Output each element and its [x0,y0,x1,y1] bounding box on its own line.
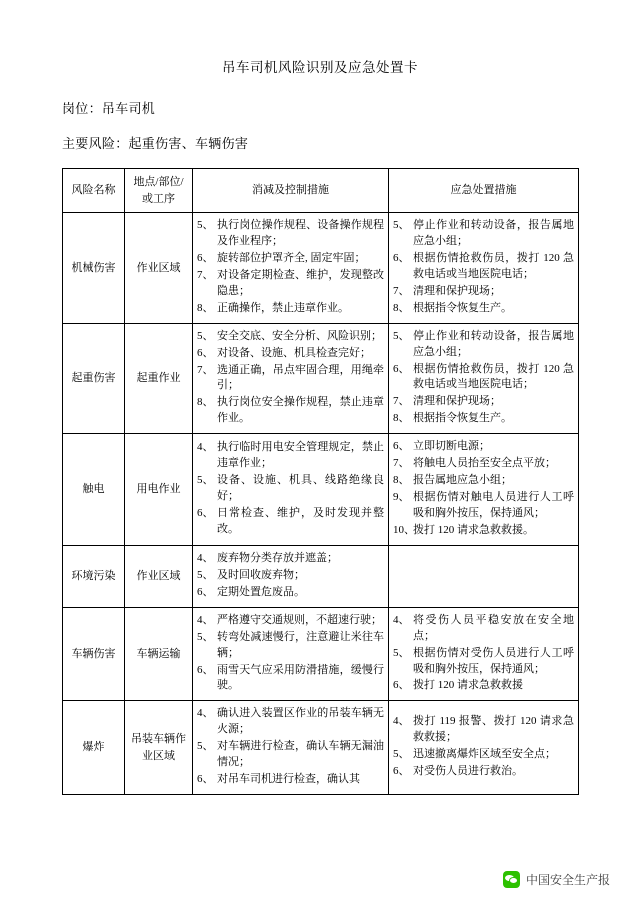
emergency-measure-list [393,218,574,317]
item-number: 5、 [197,329,214,342]
item-number: 6、 [197,585,214,598]
list-item [393,218,574,250]
item-text: 立即切断电源； [413,440,490,453]
table-row [63,213,579,324]
list-item [197,346,384,362]
item-text: 日常检查、维护，及时发现并整改。 [217,507,384,535]
table-row [63,607,579,701]
list-item [393,714,574,746]
item-text: 严格遵守交通规则，不超速行驶； [217,613,382,626]
cell-control-measures [193,213,389,324]
cell-location: 车辆运输 [125,607,193,701]
list-item [393,411,574,427]
emergency-measure-list [393,329,574,428]
item-number: 6、 [393,251,410,264]
item-number: 4、 [197,441,214,454]
item-number: 6、 [393,362,410,375]
list-item [197,506,384,538]
item-text: 清理和保护现场； [413,284,501,297]
item-number: 8、 [393,412,410,425]
list-item [393,439,574,455]
cell-control-measures [193,701,389,795]
item-text: 拨打 119 报警、拨打 120 请求急救救援； [413,715,574,744]
item-text: 对设备、设施、机具检查完好； [217,346,371,359]
list-item [197,301,384,317]
item-text: 根据指令恢复生产。 [413,301,512,314]
item-number: 8、 [393,301,410,314]
item-number: 6、 [197,773,214,786]
cell-control-measures [193,545,389,607]
list-item [393,490,574,522]
meta-position: 岗位：吊车司机 [62,101,156,116]
item-number: 6、 [393,679,410,692]
risk-table [62,168,579,795]
list-item [393,523,574,539]
item-text: 雨雪天气应采用防滑措施，缓慢行驶。 [217,663,384,692]
item-number: 4、 [393,613,410,626]
list-item [197,613,384,629]
item-text: 清理和保护现场； [413,395,501,408]
list-item [197,329,384,345]
cell-risk-name: 环境污染 [63,545,125,607]
cell-emergency-measures [389,545,579,607]
item-number: 6、 [393,440,410,453]
list-item [197,363,384,395]
item-number: 7、 [197,363,214,376]
publisher-name: 中国安全生产报 [525,873,610,887]
list-item [393,646,574,678]
emergency-measure-list [393,613,574,695]
item-number: 5、 [393,219,410,231]
publisher-badge [503,871,610,888]
list-item [393,473,574,489]
item-text: 废弃物分类存放并遮盖； [217,551,338,564]
item-number: 10、 [393,523,415,536]
item-text: 对受伤人员进行救治。 [413,765,523,778]
list-item [393,251,574,283]
table-header-row [63,169,579,213]
item-text: 确认进入装置区作业的吊装车辆无火源； [217,707,384,736]
item-text: 定期处置危废品。 [217,585,305,598]
item-number: 7、 [197,268,214,281]
item-number: 4、 [393,715,410,728]
item-text: 根据伤情抢救伤员，拨打 120 急救电话或当地医院电话； [413,362,574,391]
cell-emergency-measures [389,607,579,701]
item-number: 5、 [197,568,214,581]
cell-risk-name: 触电 [63,434,125,546]
list-item [393,456,574,472]
header-risk-name: 风险名称 [63,169,125,213]
table-body [63,213,579,795]
item-text: 设备、设施、机具、线路绝缘良好； [217,474,384,503]
cell-emergency-measures [389,701,579,795]
page-title: 吊车司机风险识别及应急处置卡 [222,60,418,75]
item-number: 5、 [393,748,410,761]
item-number: 6、 [197,507,214,519]
list-item [393,764,574,780]
control-measure-list [197,706,384,788]
list-item [197,772,384,788]
list-item [197,551,384,567]
list-item [197,251,384,267]
item-text: 转弯处减速慢行，注意避让米往车辆； [217,630,384,659]
item-text: 停止作业和转动设备，报告属地应急小组； [413,219,574,247]
item-number: 6、 [197,346,214,359]
list-item [197,395,384,427]
item-number: 5、 [197,740,214,753]
cell-location: 作业区域 [125,545,193,607]
list-item [393,329,574,361]
item-number: 8、 [197,301,214,314]
item-text: 安全交底、安全分析、风险识别； [217,329,382,342]
table-header [63,169,579,213]
control-measure-list [197,218,384,317]
item-number: 7、 [393,395,410,408]
item-number: 4、 [197,551,214,564]
table-row [63,701,579,795]
item-number: 8、 [197,396,214,409]
header-emergency-measures: 应急处置措施 [389,169,579,213]
item-number: 7、 [393,284,410,297]
control-measure-list [197,613,384,695]
item-text: 旋转部位护罩齐全, 固定牢固； [217,251,366,264]
item-text: 迅速撤离爆炸区域至安全点； [413,748,556,761]
cell-risk-name: 起重伤害 [63,323,125,434]
cell-emergency-measures [389,213,579,324]
item-text: 对设备定期检查、维护，发现整改隐患； [217,268,384,297]
cell-risk-name: 爆炸 [63,701,125,795]
cell-control-measures [193,323,389,434]
list-item [393,301,574,317]
emergency-measure-list [393,439,574,539]
cell-risk-name: 车辆伤害 [63,607,125,701]
item-text: 执行岗位操作规程、设备操作规程及作业程序； [217,219,384,247]
item-number: 8、 [393,474,410,487]
item-number: 6、 [197,663,214,676]
list-item [197,268,384,300]
item-number: 6、 [393,765,410,778]
item-number: 5、 [393,329,410,342]
item-text: 报告属地应急小组； [413,474,512,487]
item-text: 对吊车司机进行检查，确认其 [217,773,360,786]
cell-emergency-measures [389,323,579,434]
item-number: 5、 [393,646,410,659]
list-item [197,473,384,505]
list-item [393,284,574,300]
item-text: 将受伤人员平稳安放在安全地点； [413,613,574,642]
item-number: 4、 [197,613,214,626]
item-number: 7、 [393,457,410,470]
list-item [197,218,384,250]
cell-location: 作业区域 [125,213,193,324]
item-text: 将触电人员抬至安全点平放； [413,457,556,470]
cell-control-measures [193,607,389,701]
item-number: 5、 [197,630,214,643]
wechat-icon [503,871,520,888]
item-text: 停止作业和转动设备，报告属地应急小组； [413,329,574,358]
header-control-measures: 消减及控制措施 [193,169,389,213]
list-item [393,678,574,694]
item-text: 及时回收废弃物； [217,568,305,581]
cell-location: 用电作业 [125,434,193,546]
list-item [393,747,574,763]
item-text: 正确操作，禁止违章作业。 [217,301,349,314]
item-number: 9、 [393,491,410,504]
item-number: 5、 [197,219,214,231]
header-location: 地点/部位/或工序 [125,169,193,213]
control-measure-list [197,440,384,538]
item-number: 6、 [197,251,214,264]
cell-location: 起重作业 [125,323,193,434]
table-row [63,545,579,607]
item-text: 执行临时用电安全管理规定，禁止违章作业； [217,441,384,470]
list-item [197,630,384,662]
item-text: 执行岗位安全操作规程，禁止违章作业。 [217,396,384,425]
list-item [197,663,384,695]
control-measure-list [197,551,384,601]
list-item [197,739,384,771]
control-measure-list [197,329,384,428]
item-text: 对车辆进行检查，确认车辆无漏油情况； [217,740,384,769]
cell-location: 吊装车辆作业区域 [125,701,193,795]
list-item [197,585,384,601]
cell-emergency-measures [389,434,579,546]
item-text: 根据伤情对触电人员进行人工呼吸和胸外按压，保持通风； [413,491,574,519]
cell-control-measures [193,434,389,546]
emergency-measure-list [393,714,574,780]
cell-risk-name: 机械伤害 [63,213,125,324]
item-text: 选通正确，吊点牢固合理，用绳牵引； [217,363,384,392]
list-item [197,568,384,584]
table-row [63,434,579,546]
list-item [197,440,384,472]
item-text: 拨打 120 请求急救救援 [413,679,523,692]
item-text: 拨打 120 请求急救救援。 [413,523,534,536]
list-item [393,394,574,410]
meta-main-risk: 主要风险：起重伤害、车辆伤害 [62,136,249,151]
list-item [393,613,574,645]
item-number: 4、 [197,707,214,720]
item-text: 根据伤情抢救伤员，拨打 120 急救电话或当地医院电话； [413,251,574,280]
item-number: 5、 [197,474,214,487]
item-text: 根据伤情对受伤人员进行人工呼吸和胸外按压，保持通风； [413,646,574,675]
list-item [197,706,384,738]
item-text: 根据指令恢复生产。 [413,412,512,425]
table-row [63,323,579,434]
list-item [393,362,574,394]
